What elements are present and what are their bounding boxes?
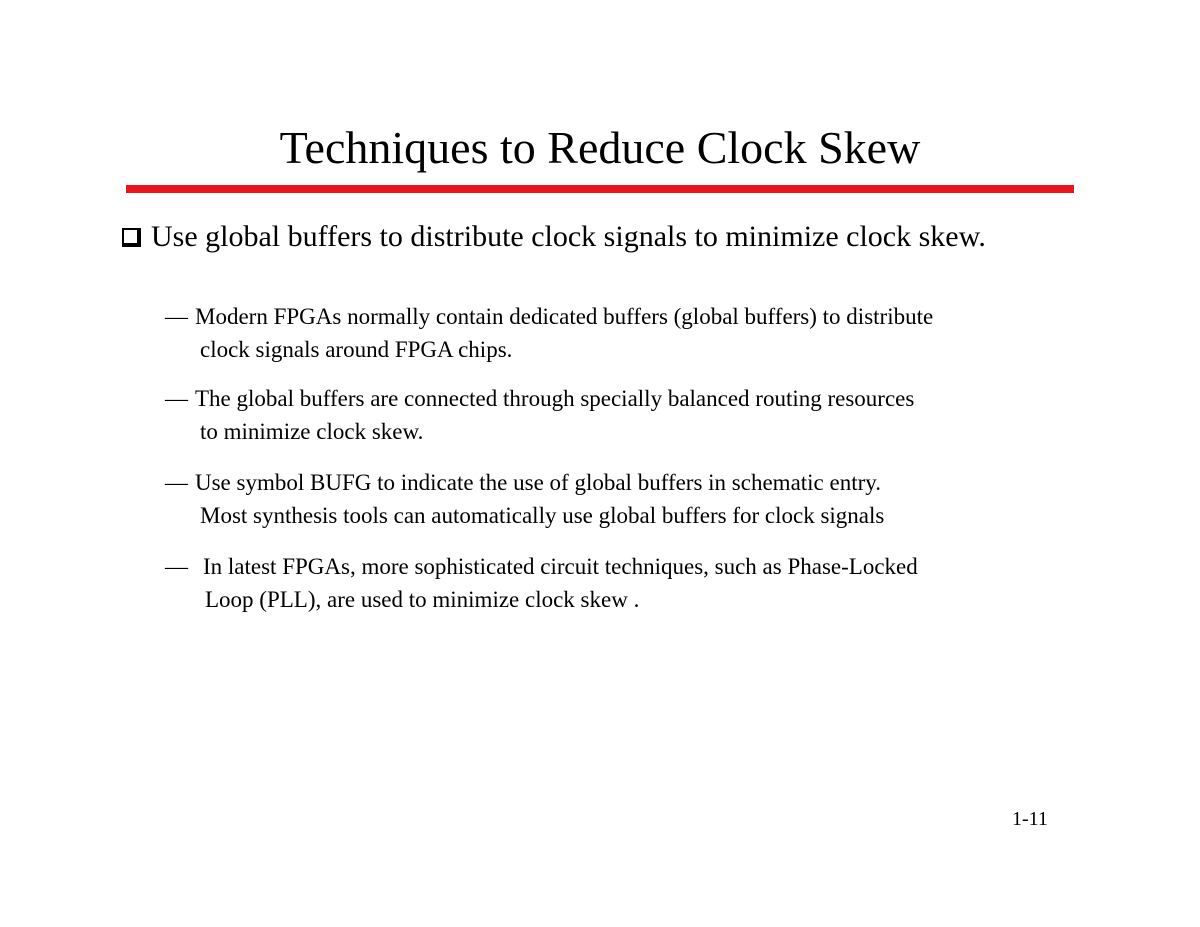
dash-bullet-icon: — xyxy=(165,386,188,411)
sub-bullet-continuation: clock signals around FPGA chips. xyxy=(200,337,513,362)
sub-bullet-3 xyxy=(165,466,1085,532)
sub-bullet-continuation: to minimize clock skew. xyxy=(200,419,424,444)
slide-title: Techniques to Reduce Clock Skew xyxy=(279,122,921,173)
sub-bullet-text: In latest FPGAs, more sophisticated circuit techniques, such as Phase-Locked xyxy=(203,554,918,579)
sub-bullet-text: Use symbol BUFG to indicate the use of global buffers in schematic entry. xyxy=(195,470,882,495)
main-bullet-text: Use global buffers to distribute clock signals to minimize clock skew. xyxy=(151,220,986,253)
title-underline xyxy=(126,185,1074,193)
page-number: 1-11 xyxy=(1012,808,1048,830)
dash-bullet-icon: — xyxy=(165,304,188,329)
sub-bullet-4 xyxy=(165,550,1085,616)
sub-bullet-text: The global buffers are connected through specially balanced routing resources xyxy=(195,386,915,411)
main-bullet xyxy=(122,218,1122,256)
sub-bullet-2 xyxy=(165,382,1085,448)
dash-bullet-icon: — xyxy=(165,470,188,495)
checkbox-bullet-icon xyxy=(122,228,141,247)
sub-bullet-1 xyxy=(165,300,1085,366)
dash-bullet-icon: — xyxy=(165,554,188,579)
sub-bullet-continuation: Most synthesis tools can automatically use global buffers for clock signals xyxy=(200,503,885,528)
sub-bullet-continuation: Loop (PLL), are used to minimize clock skew . xyxy=(205,587,640,612)
sub-bullet-text: Modern FPGAs normally contain dedicated buffers (global buffers) to distribute xyxy=(195,304,934,329)
